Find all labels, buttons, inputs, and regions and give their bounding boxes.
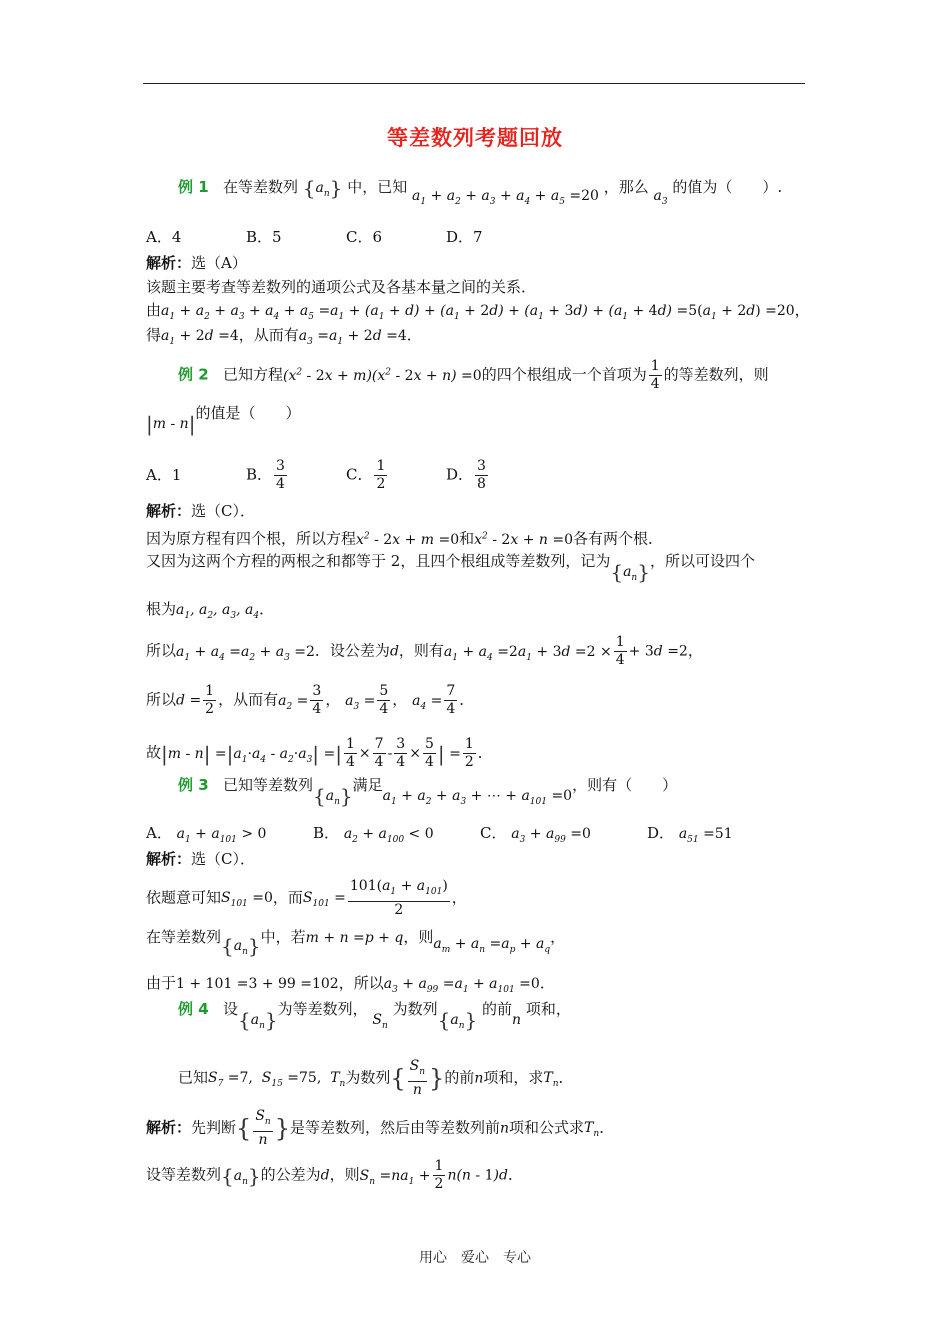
ex4-analysis-2: 设等差数列$\{a_n\}$的公差为d，则$S_n =na_1$ + $\frac{1}{2}$ n(n - 1)d． — [146, 1158, 523, 1192]
ex1-explanation-2: 由$a_1 + a_2 + a_3 + a_4 + a_5 =a_1 + (a_1 + d) + (a_1 + 2d) + (a_1 + 3d) + (a_1 + 4d) =5(a_1 + 2d) =20$， — [146, 301, 810, 322]
math: $\{a_n\}$ — [437, 1008, 478, 1032]
math: $a_3 =a_1 + 2d =4$ — [298, 328, 407, 347]
fraction: $\frac{7}{4}$ — [374, 736, 384, 770]
ex3-step-2: 在等差数列$\{a_n\}$中，若m + n =p + q，则$a_m + a_n =a_p + a_q$， — [146, 928, 566, 958]
ex2-step-6: 故$|m - n| =|a_1\cdot a_4 - a_2\cdot a_3|$ =| $\frac{1}{4}$ × $\frac{7}{4}$ - $\frac{3}{4}$ × $\frac{5}{4}$ | = $\frac{1}{2}$ ． — [146, 736, 493, 770]
math: $a_4$ = — [412, 692, 443, 712]
analysis-label: 解析： — [146, 1118, 192, 1137]
ex3-answer — [146, 848, 255, 870]
math: d — [320, 1167, 330, 1184]
text: 依题意可知 — [146, 888, 222, 907]
option-a: A．1 — [146, 465, 182, 484]
ex3-question — [178, 774, 678, 808]
text: ，而 — [272, 888, 303, 907]
math: $x^2 - 2x + m =0$ — [356, 531, 460, 548]
math: $x^2 - 2x + n =0$ — [474, 531, 573, 548]
text: 由于 — [146, 974, 177, 992]
math: $a_3 + a_{99} =a_1 + a_{101} =0$ — [383, 976, 540, 995]
fraction: $\frac{1}{4}$ — [615, 634, 625, 668]
math: $a_1 + a_{101} > 0$ — [176, 826, 267, 845]
ex3-options — [146, 822, 733, 851]
ex2-question — [178, 358, 769, 393]
text: 所以 — [146, 690, 177, 709]
math: 1 + 101 =3 + 99 =102 — [176, 976, 339, 992]
ex4-analysis-1: 解析：先判断{ $\frac{S_n}{n}$ }是等差数列，然后由等差数列前n项和公式求$T_n$． — [146, 1108, 615, 1148]
ex2-step-4: 所以$a_1 + a_4 =a_2 + a_3 =2$．设公差为d，则有$a_1 + a_4 =2a_1 + 3d =2$ × $\frac{1}{4}$ + 3d =2， — [146, 634, 703, 668]
math: $\{a_n\}$ — [238, 1008, 278, 1032]
ex1-text: 中，已知 — [347, 178, 408, 196]
math: $a_1 + a_4 =2a_1 + 3d =2$ × — [443, 643, 612, 663]
ex1-label: 例 1 — [178, 178, 209, 196]
math: $\{a_n\}$ — [313, 784, 353, 808]
text: ，所以可设四个 — [649, 552, 755, 570]
option-a: A．4 — [146, 228, 182, 246]
text: 由 — [146, 301, 162, 319]
analysis-label: 解析： — [146, 254, 192, 272]
fraction: $\frac{5}{4}$ — [424, 736, 434, 770]
ex1-question — [178, 176, 782, 205]
math: $a_1 + a_2 + a_3$ + ⋯ + $a_{101} =0$ — [382, 788, 573, 807]
text: 的等差数列，则 — [663, 365, 769, 384]
math: $a_1 + a_2 + a_3 + a_4 + a_5 =a_1 + (a_1 + d) + (a_1 + 2d) + (a_1 + 3d) + (a_1 + 4d) =5(a_1 + 2d) =20$ — [161, 303, 795, 322]
ex2-answer — [146, 500, 255, 522]
option-d: D．7 — [446, 228, 483, 246]
text: 为等差数列， — [277, 1000, 368, 1018]
ex1-explanation-1: 该题主要考查等差数列的通项公式及各基本量之间的关系． — [146, 278, 537, 296]
text: 的公差为 — [260, 1165, 321, 1184]
ex3-step-1: 依题意可知$S_{101} =0$，而$S_{101}$ = $\frac{101(a_1 + a_{101})}{2}$ ， — [146, 878, 467, 918]
text: 又因为这两个方程的两根之和都等于 2，且四个根组成等差数列，记为 — [146, 552, 611, 570]
ex1-options — [146, 226, 483, 248]
text: 的前 — [444, 1068, 475, 1087]
math: n — [500, 1120, 510, 1137]
math: $\{a_n\}$ — [610, 560, 650, 584]
fraction: $\frac{101(a_1 + a_{101})}{2}$ — [349, 878, 448, 918]
text: 各有两个根． — [572, 529, 663, 548]
text: 满足 — [352, 776, 383, 794]
math: $\{a_n\}$ — [302, 176, 343, 200]
text: 和 — [459, 529, 475, 548]
math: $S_{101} =0$ — [221, 890, 273, 910]
fraction: $\frac{1}{2}$ — [376, 458, 386, 492]
ex3-label: 例 3 — [178, 776, 209, 794]
option-c: C．6 — [346, 228, 383, 246]
text: ，则 — [403, 928, 434, 946]
text: 已知等差数列 — [222, 776, 313, 794]
option-c: C． — [346, 465, 373, 484]
math: d — [389, 643, 399, 660]
math: $a_2 + a_{100} < 0$ — [343, 826, 434, 845]
fraction: $\frac{3}{4}$ — [396, 736, 406, 770]
math: $a_1 + a_4 =a_2 + a_3 =2$ — [176, 643, 315, 663]
text: 为数列 — [345, 1068, 391, 1087]
text: 项和， — [525, 1000, 571, 1018]
text: ，从而有 — [218, 690, 279, 709]
text: 的前 — [482, 1000, 513, 1018]
math: $T_n$ — [584, 1120, 600, 1140]
fraction: $\frac{3}{4}$ — [276, 458, 285, 492]
option-b: B．5 — [246, 228, 282, 246]
math: $(x^2 - 2x + m)(x^2 - 2x + n) =0$ — [283, 366, 482, 384]
ex1-explanation-3: 得$a_1 + 2d =4$，从而有$a_3 =a_1 + 2d =4$． — [146, 326, 422, 347]
math: $a_m + a_n =a_p + a_q$ — [433, 936, 551, 955]
answer: 选（A） — [191, 254, 247, 272]
option-c: C． — [480, 824, 507, 842]
fraction: $\frac{S_n}{n}$ — [409, 1058, 426, 1098]
ex1-answer — [146, 252, 247, 274]
text: 设等差数列 — [146, 1165, 222, 1184]
text: 得 — [146, 326, 162, 344]
math: n — [474, 1070, 484, 1087]
ex1-text: 的值为（ ）. — [672, 178, 783, 196]
fraction: $\frac{1}{2}$ — [464, 736, 474, 770]
fraction: $\frac{1}{2}$ — [205, 683, 215, 717]
ex4-question — [178, 998, 571, 1032]
text: 故 — [146, 743, 162, 762]
math: |m - n| — [146, 412, 196, 436]
math: $S_7 =7$, $S_{15} =75$, $T_n$ — [208, 1070, 346, 1090]
fraction: $\frac{3}{8}$ — [477, 458, 486, 492]
text: ，从而有 — [238, 326, 299, 344]
math: $T_n$ — [543, 1070, 559, 1090]
text: 为数列 — [392, 1000, 438, 1018]
ex2-question-2 — [146, 402, 301, 436]
text: 是等差数列，然后由等差数列前 — [289, 1118, 500, 1137]
ex4-label: 例 4 — [178, 1000, 209, 1018]
option-a: A． — [146, 824, 172, 842]
text: 因为原方程有四个根，所以方程 — [146, 529, 357, 548]
ex2-step-5: 所以d = $\frac{1}{2}$ ，从而有$a_2$ = $\frac{3}{4}$ ， $a_3$ = $\frac{5}{4}$ ， $a_4$ = $\frac{7}{4}$ ． — [146, 683, 475, 717]
fraction: $\frac{1}{4}$ — [650, 358, 660, 392]
option-b: B． — [246, 465, 273, 484]
text: 已知 — [178, 1068, 209, 1087]
text: 中，若 — [260, 928, 306, 946]
fraction: $\frac{5}{4}$ — [379, 683, 389, 717]
text: 项和，求 — [483, 1068, 544, 1087]
math: n — [512, 1012, 522, 1028]
ex1-text: ，那么 — [603, 178, 649, 196]
page-footer: 用心 爱心 专心 — [419, 1250, 531, 1266]
math: + 3d =2 — [628, 643, 688, 660]
analysis-label: 解析： — [146, 502, 192, 520]
math: $a_1 + a_2 + a_3 + a_4 + a_5 =20$ — [411, 188, 599, 207]
text: 所以 — [146, 641, 177, 660]
page-title: 等差数列考题回放 — [387, 125, 563, 150]
text: ．设公差为 — [314, 641, 390, 660]
ex2-label: 例 2 — [178, 365, 209, 384]
math: $\{a_n\}$ — [221, 934, 261, 958]
fraction: $\frac{1}{2}$ — [434, 1158, 444, 1192]
math: $S_n =na_1$ + — [359, 1167, 431, 1187]
text: ，所以 — [338, 974, 384, 992]
text: 的四个根组成一个首项为 — [481, 365, 647, 384]
math: d = — [176, 692, 202, 709]
text: 项和公式求 — [509, 1118, 585, 1137]
text: 在等差数列 — [146, 928, 222, 946]
math: $S_{101}$ = — [302, 890, 346, 910]
math: $a_{51} =51$ — [678, 826, 733, 845]
analysis-label: 解析： — [146, 850, 192, 868]
math: $a_3$ = — [345, 692, 376, 712]
answer: 选（C）． — [191, 502, 255, 520]
ex2-step-2 — [146, 550, 755, 584]
text: 已知方程 — [222, 365, 283, 384]
text: 根为 — [146, 600, 177, 618]
math: $S_n$ — [372, 1012, 388, 1031]
text: ，则 — [329, 1165, 360, 1184]
text: 设 — [222, 1000, 238, 1018]
text: ，则有 — [398, 641, 444, 660]
math: $|m - n| =|a_1\cdot a_4 - a_2\cdot a_3|$ =| — [161, 741, 342, 766]
text: 先判断 — [191, 1118, 237, 1137]
text: ，则有（ ） — [572, 776, 678, 794]
math: $a_3 + a_{99} =0$ — [511, 826, 591, 845]
ex4-question-2: 已知$S_7 =7$, $S_{15} =75$, $T_n$为数列{ $\frac{S_n}{n}$ }的前n项和，求$T_n$． — [178, 1058, 574, 1098]
math: m + n =p + q — [305, 930, 404, 946]
fraction: $\frac{S_n}{n}$ — [255, 1108, 271, 1148]
fraction: $\frac{7}{4}$ — [446, 683, 456, 717]
option-d: D． — [647, 824, 675, 842]
fraction: $\frac{1}{4}$ — [345, 736, 355, 770]
math: $a_1$, $a_2$, $a_3$, $a_4$ — [176, 602, 260, 621]
math: $\{a_n\}$ — [221, 1163, 261, 1188]
answer: 选（C）． — [191, 850, 255, 868]
math: $a_3$ — [653, 188, 668, 207]
ex2-step-3: 根为$a_1$, $a_2$, $a_3$, $a_4$． — [146, 600, 275, 621]
ex2-step-1 — [146, 525, 663, 551]
option-d: D． — [446, 465, 474, 484]
math: $a_2$ = — [278, 692, 309, 712]
ex1-text: 在等差数列 — [222, 178, 298, 196]
fraction: $\frac{3}{4}$ — [312, 683, 322, 717]
option-b: B． — [313, 824, 340, 842]
ex3-step-3: 由于1 + 101 =3 + 99 =102，所以$a_3 + a_{99} =a_1 + a_{101} =0$． — [146, 974, 555, 995]
math: n(n - 1)d — [447, 1167, 508, 1184]
header-rule — [143, 83, 805, 84]
text: 的值是（ ） — [195, 404, 301, 422]
math: $a_1 + 2d =4$ — [161, 328, 239, 347]
ex2-options — [146, 458, 490, 493]
